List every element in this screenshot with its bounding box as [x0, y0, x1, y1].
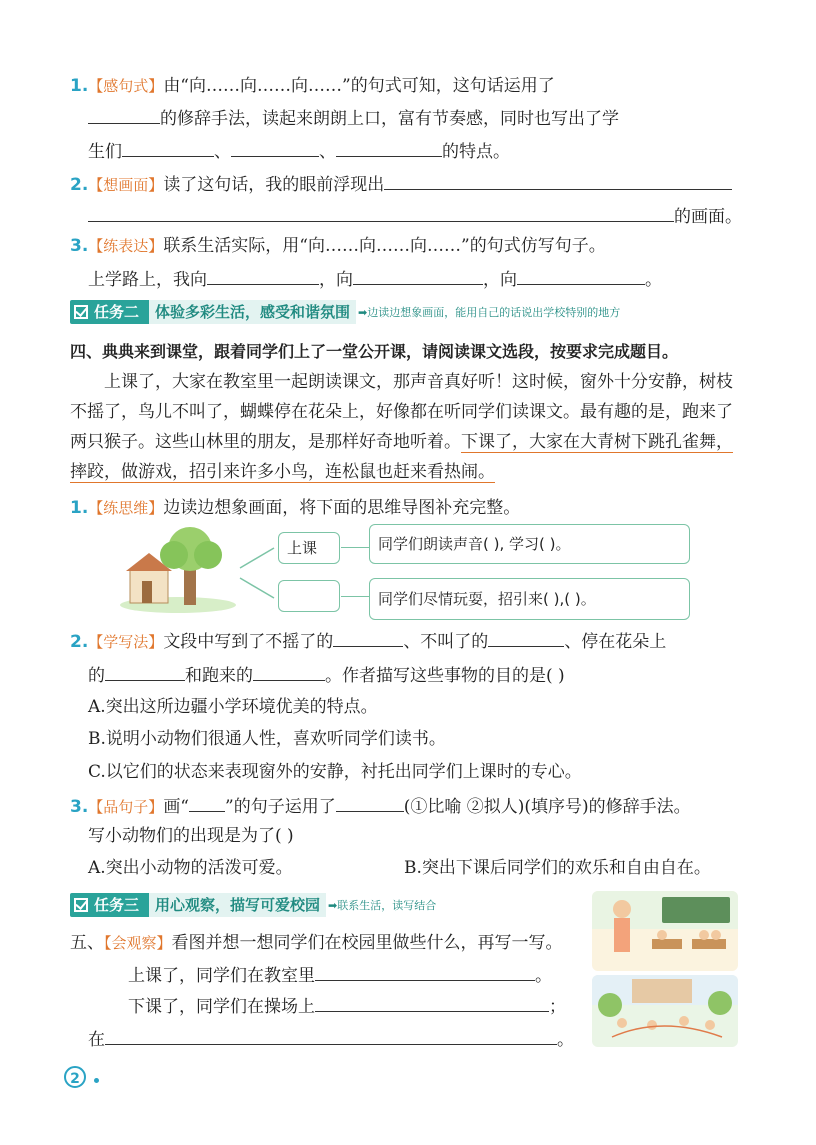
q-tag: 【学写法】	[88, 633, 164, 651]
s4-q3-line-1	[70, 793, 691, 819]
option-b[interactable]: B.说明小动物们很通人性，喜欢听同学们读书。	[88, 729, 446, 749]
map-class-box: 上课	[278, 532, 340, 564]
section4-heading: 四、典典来到课堂，跟着同学们上了一堂公开课，请阅读课文选段，按要求完成题目。	[70, 342, 679, 361]
q-text: 、	[214, 142, 231, 162]
task3-label	[70, 893, 149, 917]
q-text: 、	[319, 142, 336, 162]
q-number: 3.	[70, 236, 89, 256]
playground-illustration	[592, 975, 738, 1047]
map-box-1[interactable]: 同学们朗读声音( ), 学习( )。	[369, 524, 690, 564]
answer-blank[interactable]	[105, 1026, 557, 1045]
map-box-2[interactable]: 同学们尽情玩耍，招引来( ),( )。	[369, 578, 690, 620]
q-text: 、停在花朵上	[564, 632, 667, 652]
q-tag: 【会观察】	[104, 934, 172, 952]
answer-blank[interactable]	[88, 203, 674, 222]
q-text: 。	[645, 270, 662, 290]
option-a[interactable]: A.突出小动物的活泼可爱。	[88, 858, 293, 878]
q-text: 的画面。	[674, 207, 742, 227]
q-text: 读了这句话，我的眼前浮现出	[163, 175, 385, 195]
q-number: 2.	[70, 632, 89, 652]
option-a[interactable]: A.突出这所边疆小学环境优美的特点。	[88, 697, 378, 717]
connector-line	[341, 596, 369, 597]
answer-blank[interactable]	[336, 793, 404, 812]
q-text: 文段中写到了不摇了的	[163, 632, 334, 652]
s4-q3-line-2: 写小动物们的出现是为了( )	[88, 826, 294, 846]
checkbox-icon	[74, 898, 88, 912]
q-text: 由“向……向……向……”的句式可知，这句话运用了	[163, 76, 555, 96]
answer-blank[interactable]	[333, 628, 403, 647]
s5-line-3	[88, 1026, 574, 1052]
s5-line-1	[128, 962, 552, 988]
task3-banner	[70, 893, 436, 917]
q-text: 。作者描写这些事物的目的是( )	[325, 666, 565, 686]
q-tag: 【品句子】	[88, 798, 164, 816]
task-label-text: 任务二	[94, 303, 140, 321]
q-text: 五、	[70, 933, 104, 953]
page-number: 2	[64, 1066, 86, 1088]
q3-line-2	[88, 266, 662, 292]
task3-title: 用心观察，描写可爱校园	[149, 893, 326, 917]
task-label-text: 任务三	[94, 896, 140, 914]
connector-arrows	[238, 540, 278, 610]
q-text: 的	[88, 666, 105, 686]
answer-blank[interactable]	[105, 662, 185, 681]
connector-line	[341, 547, 369, 548]
s4-q2-line-2	[88, 662, 565, 688]
map-break-box[interactable]	[278, 580, 340, 612]
q-tag: 【想画面】	[88, 176, 164, 194]
passage-text: 上课了，大家在教室里一起朗读课文，那声音真好听！这时候，窗外十分安静，树枝不摇了，鸟儿不叫了，蝴蝶停在花朵上，好像都在听同学们读课文。最有趣的是，跑来了两只猴子。这些山林里的朋友，是那样好奇地听着。	[70, 372, 733, 452]
q-tag: 【练思维】	[88, 499, 164, 517]
answer-blank[interactable]	[353, 266, 483, 285]
q-text: ；	[549, 997, 566, 1017]
q-number: 3.	[70, 797, 89, 817]
passage-underlined: 下课了，大家在大青树下跳孔雀舞，摔跤，做游戏，招引来许多小鸟，连松鼠也赶来看热闹。	[70, 432, 733, 482]
answer-blank[interactable]	[207, 266, 319, 285]
answer-blank[interactable]	[517, 266, 645, 285]
option-c[interactable]: C.以它们的状态来表现窗外的安静，衬托出同学们上课时的专心。	[88, 762, 582, 782]
task2-title: 体验多彩生活，感受和谐氛围	[149, 300, 356, 324]
answer-blank[interactable]	[122, 138, 214, 157]
q2-line-1	[70, 171, 732, 197]
task2-banner	[70, 300, 620, 324]
q-text: 的特点。	[442, 142, 510, 162]
q1-line-2	[88, 105, 619, 131]
q-tag: 【感句式】	[88, 77, 164, 95]
q3-line-1	[70, 234, 606, 258]
answer-blank[interactable]	[189, 793, 225, 812]
q-text: 下课了，同学们在操场上	[128, 997, 315, 1017]
checkbox-icon	[74, 305, 88, 319]
q-text: 上课了，同学们在教室里	[128, 966, 315, 986]
answer-blank[interactable]	[88, 105, 160, 124]
q-text: 。	[557, 1030, 574, 1050]
q-number: 2.	[70, 175, 89, 195]
q-text: ”的句子运用了	[225, 797, 336, 817]
task2-label	[70, 300, 149, 324]
answer-blank[interactable]	[253, 662, 325, 681]
q-number: 1.	[70, 498, 89, 518]
s4-q2-line-1	[70, 628, 666, 654]
q1-line-1	[70, 74, 555, 98]
q2-line-2	[88, 203, 742, 229]
tree-school-illustration	[118, 525, 240, 613]
q-text: (①比喻 ②拟人)(填序号)的修辞手法。	[403, 797, 691, 817]
answer-blank[interactable]	[315, 962, 535, 981]
answer-blank[interactable]	[488, 628, 564, 647]
q-text: 的修辞手法，读起来朗朗上口，富有节奏感，同时也写出了学	[160, 109, 619, 129]
q-text: 和跑来的	[185, 666, 253, 686]
s4-q1	[70, 496, 520, 520]
option-b[interactable]: B.突出下课后同学们的欢乐和自由自在。	[404, 858, 711, 878]
q-text: 联系生活实际，用“向……向……向……”的句式仿写句子。	[163, 236, 606, 256]
q-text: 上学路上，我向	[88, 270, 207, 290]
s5-line-2	[128, 993, 566, 1019]
classroom-illustration	[592, 891, 738, 971]
answer-blank[interactable]	[384, 171, 732, 190]
q-text: 。	[535, 966, 552, 986]
q1-line-3	[88, 138, 510, 164]
q-text: 看图并想一想同学们在校园里做些什么，再写一写。	[171, 933, 563, 953]
q-text: 画“	[163, 797, 190, 817]
answer-blank[interactable]	[231, 138, 319, 157]
section5-heading	[70, 931, 563, 955]
q-text: ，向	[483, 270, 517, 290]
q-tag: 【练表达】	[88, 237, 164, 255]
answer-blank[interactable]	[336, 138, 442, 157]
task3-note: ➡联系生活，读写结合	[328, 899, 437, 912]
answer-blank[interactable]	[315, 993, 549, 1012]
q-text: 在	[88, 1030, 105, 1050]
page-number-dot	[94, 1078, 99, 1083]
q-text: 、不叫了的	[403, 632, 489, 652]
q-text: 生们	[88, 142, 122, 162]
q-text: ，向	[319, 270, 353, 290]
passage	[70, 367, 742, 487]
q-number: 1.	[70, 76, 89, 96]
q-text: 边读边想象画面，将下面的思维导图补充完整。	[163, 498, 521, 518]
task2-note: ➡边读边想象画面，能用自己的话说出学校特别的地方	[358, 306, 621, 319]
